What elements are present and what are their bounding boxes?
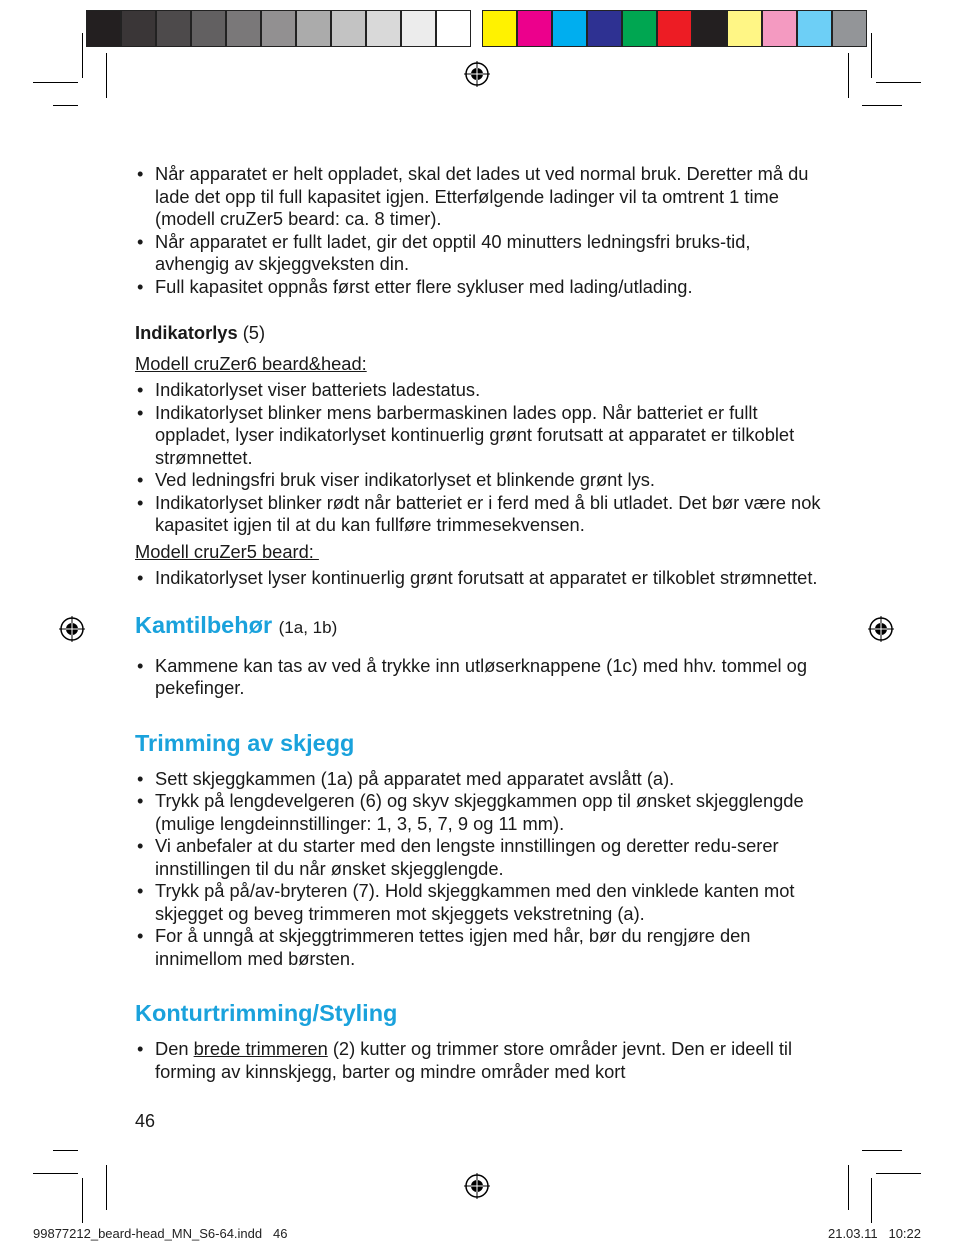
color-swatch xyxy=(331,10,366,47)
color-swatch xyxy=(552,10,587,47)
model-cruzer6-list xyxy=(135,379,825,537)
crop-mark xyxy=(106,53,107,98)
list-item: • Sett skjeggkammen (1a) på apparatet med apparatet avslått (a). xyxy=(135,768,825,791)
crop-mark xyxy=(862,1150,902,1151)
list-item: • Ved ledningsfri bruk viser indikatorlyset et blinkende grønt lys. xyxy=(135,469,825,492)
list-item: • Trykk på på/av-bryteren (7). Hold skjeggkammen med den vinklede kanten mot skjegget og beveg trimmeren mot skjeggets vekstretning (a). xyxy=(135,880,825,925)
list-item: • Vi anbefaler at du starter med den lengste innstillingen og deretter redu-serer innstillingen til du når ønsket skjegglengde. xyxy=(135,835,825,880)
color-swatch xyxy=(832,10,867,47)
color-swatch xyxy=(401,10,436,47)
color-swatch xyxy=(121,10,156,47)
list-item: • Indikatorlyset blinker rødt når batteriet er i ferd med å bli utladet. Det bør være nok kapasitet igjen til at du kan fullføre trimmesekvensen. xyxy=(135,492,825,537)
kamtilbehor-list xyxy=(135,655,825,700)
crop-mark xyxy=(82,33,83,78)
crop-mark xyxy=(53,105,78,106)
list-item: • Trykk på lengdevelgeren (6) og skyv skjeggkammen opp til ønsket skjegglengde (mulige lengdeinnstillinger: 1, 3, 5, 7, 9 og 11 mm). xyxy=(135,790,825,835)
color-bar xyxy=(482,10,867,47)
list-item: • Indikatorlyset blinker mens barbermaskinen lades opp. Når batteriet er fullt oppladet, lyser indikatorlyset kontinuerlig grønt forutsatt at apparatet er tilkoblet strømnettet. xyxy=(135,402,825,470)
list-item: • For å unngå at skjeggtrimmeren tettes igjen med hår, bør du rengjøre den innimellom med børsten. xyxy=(135,925,825,970)
crop-mark xyxy=(876,82,921,83)
page-number: 46 xyxy=(135,1111,156,1131)
underlined-term: brede trimmeren xyxy=(193,1038,328,1059)
color-swatch xyxy=(762,10,797,47)
date-slug: 21.03.11 10:22 xyxy=(827,1226,921,1241)
color-swatch xyxy=(692,10,727,47)
crop-mark xyxy=(82,1178,83,1223)
color-swatch xyxy=(366,10,401,47)
kontur-list xyxy=(135,1038,825,1083)
color-swatch xyxy=(156,10,191,47)
list-item: • Kammene kan tas av ved å trykke inn utløserknappene (1c) med hhv. tommel og pekefinger. xyxy=(135,655,825,700)
registration-mark-icon xyxy=(59,616,85,642)
list-item: • Når apparatet er fullt ladet, gir det opptil 40 minutters ledningsfri bruks-tid, avhengig av skjeggveksten din. xyxy=(135,231,825,276)
section-heading-trimming: Trimming av skjegg xyxy=(135,729,355,756)
color-swatch xyxy=(727,10,762,47)
crop-mark xyxy=(848,53,849,98)
color-swatch xyxy=(86,10,121,47)
crop-mark xyxy=(871,33,872,78)
crop-mark xyxy=(33,82,78,83)
color-swatch xyxy=(657,10,692,47)
crop-mark xyxy=(106,1165,107,1210)
text-suffix: (2) kutter og trimmer store områder jevnt. Den er ideell til forming av kinnskjegg, barter og mindre områder med kort xyxy=(155,1038,793,1082)
color-swatch xyxy=(797,10,832,47)
indicator-heading xyxy=(135,322,825,345)
color-swatch xyxy=(482,10,517,47)
color-swatch xyxy=(587,10,622,47)
color-swatch xyxy=(436,10,471,47)
color-swatch xyxy=(261,10,296,47)
crop-mark xyxy=(876,1173,921,1174)
grayscale-bar xyxy=(86,10,471,47)
list-item: • Når apparatet er helt oppladet, skal det lades ut ved normal bruk. Deretter må du lade det opp til full kapasitet igjen. Etterfølgende ladinger vil ta omtrent 1 time (modell cruZer5 beard: ca. 8 timer). xyxy=(135,163,825,231)
color-swatch xyxy=(191,10,226,47)
color-swatch xyxy=(517,10,552,47)
model-cruzer5-label: Modell cruZer5 beard: xyxy=(135,540,319,562)
section-heading-kontur: Konturtrimming/Styling xyxy=(135,1000,398,1026)
page-content xyxy=(135,163,825,1083)
color-swatch xyxy=(226,10,261,47)
heading-title: Kamtilbehør xyxy=(135,611,273,638)
color-swatch xyxy=(622,10,657,47)
intro-list xyxy=(135,163,825,298)
list-item: • Full kapasitet oppnås først etter flere sykluser med lading/utlading. xyxy=(135,276,825,299)
crop-mark xyxy=(33,1173,78,1174)
section-heading-kamtilbehor xyxy=(135,610,825,643)
model-cruzer6-label: Modell cruZer6 beard&head: xyxy=(135,352,367,374)
crop-mark xyxy=(848,1165,849,1210)
registration-mark-icon xyxy=(868,616,894,642)
crop-mark xyxy=(871,1178,872,1223)
registration-mark-icon xyxy=(464,61,490,87)
crop-mark xyxy=(862,105,902,106)
file-slug: 99877212_beard-head_MN_S6-64.indd 46 xyxy=(33,1226,288,1241)
list-item xyxy=(135,1038,825,1083)
crop-mark xyxy=(53,1150,78,1151)
list-item: • Indikatorlyset viser batteriets ladestatus. xyxy=(135,379,825,402)
indicator-title: Indikatorlys xyxy=(135,322,238,343)
trimming-list xyxy=(135,768,825,971)
text-prefix: Den xyxy=(155,1038,194,1059)
list-item: • Indikatorlyset lyser kontinuerlig grønt forutsatt at apparatet er tilkoblet strømnettet. xyxy=(135,567,825,590)
color-swatch xyxy=(296,10,331,47)
indicator-ref: (5) xyxy=(242,322,266,343)
heading-ref: (1a, 1b) xyxy=(278,617,338,637)
model-cruzer5-list xyxy=(135,567,825,590)
registration-mark-icon xyxy=(464,1173,490,1199)
